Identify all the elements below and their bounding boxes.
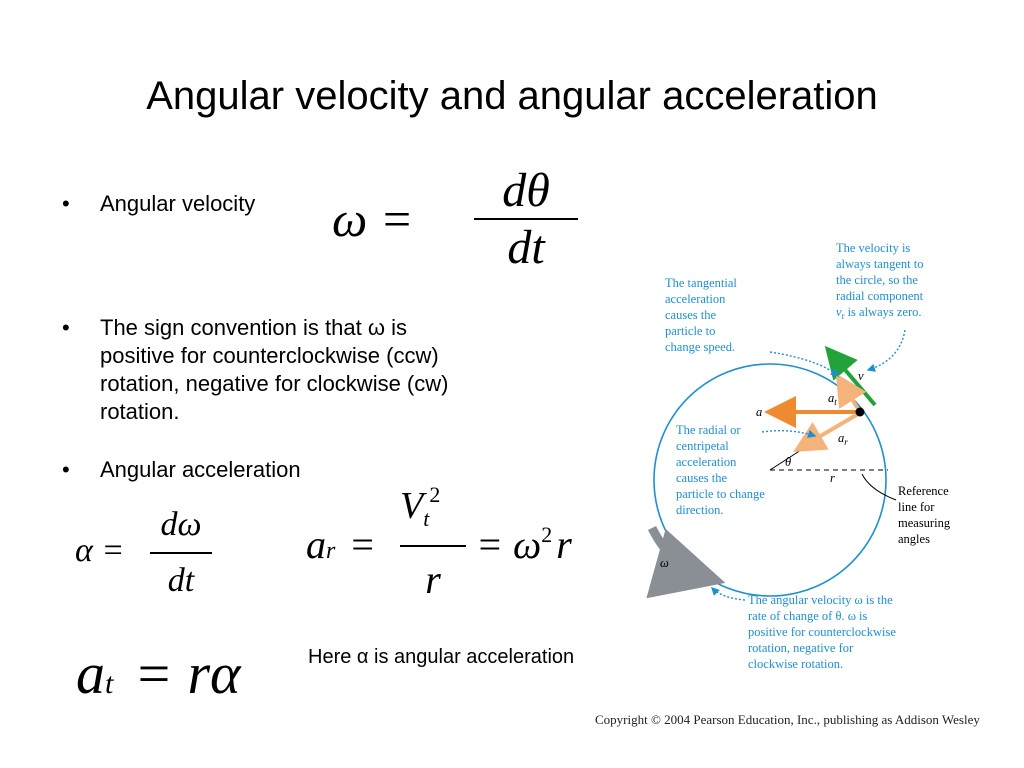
alpha-fraction-line [150,552,212,554]
bullet-angular-velocity [62,190,256,218]
bullet-line: rotation, negative for clockwise (cw) [100,371,449,396]
ar-numerator: $V_t^2$ [400,482,441,531]
callout-velocity [868,330,905,370]
ar-lhs [306,521,374,568]
label-theta: θ [785,455,792,469]
label-a: a [756,405,763,419]
ar-equals: = [351,522,374,567]
vt-sup: 2 [429,482,441,507]
at-sub: t [105,667,114,700]
callout-radial [762,431,815,436]
ar-a: a [306,522,326,567]
slide-title: Angular velocity and angular acceleration [146,74,878,118]
bullet-marker: • [62,315,70,340]
omega-denominator: dt [507,221,545,274]
caption-angular: The angular velocity ω is the rate of change of θ. ω is positive for counterclockwise rotation, negative for clockwise rotation. [748,593,896,671]
bullet-marker: • [62,457,70,482]
callout-reference [862,474,896,500]
ar-sub: r [326,538,336,564]
caption-radial: The radial or centripetal acceleration causes the particle to change direction. [676,423,765,517]
particle [856,408,865,417]
label-r: r [830,471,835,485]
label-at: $a_t$ [828,391,837,407]
alpha-numerator: dω [160,506,202,543]
caption-tangential: The tangential acceleration causes the particle to change speed. [665,276,737,354]
ar-denominator: r [425,557,441,602]
radial-accel-arrow [800,414,858,448]
label-ar: $a_r$ [838,431,848,447]
bullet-line: positive for counterclockwise (ccw) [100,343,439,368]
label-v: v [858,369,864,383]
bullet-sign-convention [62,314,449,426]
omega-numerator: dθ [502,164,550,217]
callout-angular [712,588,745,600]
omega-sup: 2 [541,522,553,547]
bullet-line: rotation. [100,399,180,424]
circular-motion-diagram [640,232,1020,682]
caption-velocity: The velocity is always tangent to the circle, so the radial component $v_r$ is always zero. [836,241,924,321]
equation-tangential-acceleration [76,640,241,707]
bullet-marker: • [62,191,70,216]
alpha-denominator: dt [167,562,195,599]
ar-rhs: = $\omega^2$ r [476,522,572,567]
omega-lhs: ω = [332,191,414,247]
at-rhs: = rα [133,641,241,706]
caption-reference: Reference line for measuring angles [898,484,951,546]
ar-fraction-line [400,545,466,547]
at-a: a [76,641,105,706]
note-text: Here α is angular acceleration [308,646,575,668]
alpha-lhs: α = [75,532,125,569]
label-omega: ω [660,556,669,570]
bullet-text: Angular velocity [100,191,256,216]
vt-sub: t [423,506,430,531]
bullet-text: Angular acceleration [100,457,301,482]
copyright: Copyright © 2004 Pearson Education, Inc., publishing as Addison Wesley [595,712,980,727]
bullet-line: The sign convention is that ω is [100,315,408,340]
bullet-angular-acceleration [62,456,301,484]
